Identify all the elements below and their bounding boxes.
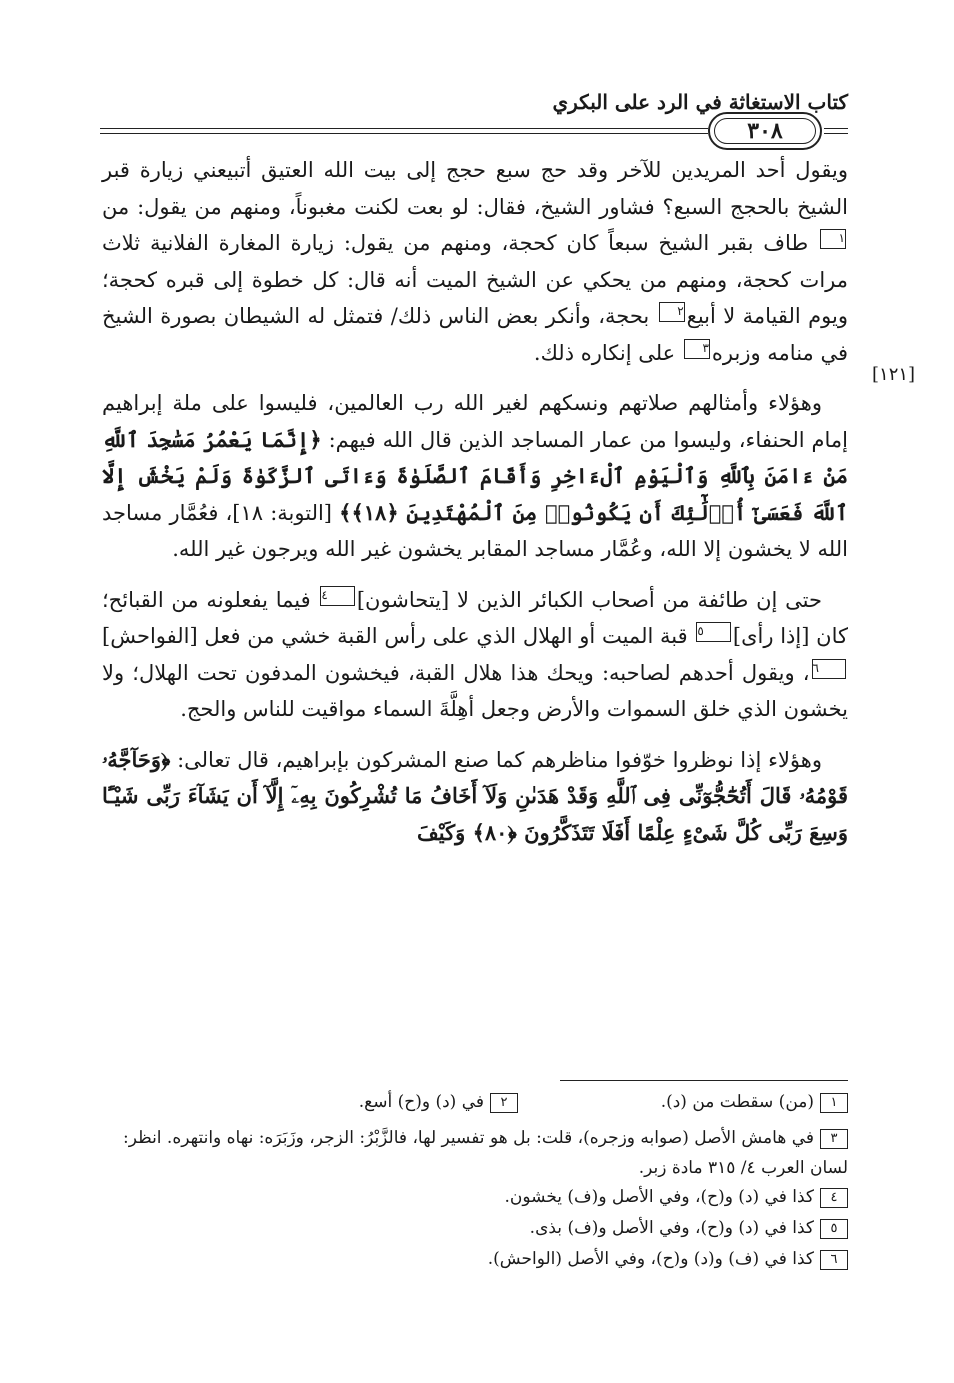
header-rule: [824, 133, 848, 134]
footnote-number: ١: [820, 1093, 848, 1113]
paragraph: [102, 152, 848, 371]
footnote-number: ٥: [820, 1219, 848, 1239]
header-rule: [100, 128, 708, 129]
paragraph: [102, 582, 848, 728]
paragraph: [102, 742, 848, 852]
footnote-text: كذا في (د) و(ح)، وفي الأصل و(ف) يخشون.: [504, 1187, 814, 1207]
footnote-text: كذا في (ف) و(د) و(ح)، وفي الأصل (الواحش).: [487, 1249, 814, 1269]
quran-verse: ﴿وَحَآجَّهُۥ قَوْمُهُۥ قَالَ أَتُحَٰٓجُّوٓنِّى فِى ٱللَّهِ وَقَدْ هَدَىٰنِ وَلَآ أَخَافُ مَا تُشْرِكُونَ بِهِۦٓ إِلَّآ أَن يَشَآءَ رَبِّى شَيْـًٔا وَسِعَ رَبِّى كُلَّ شَىْءٍ عِلْمًا أَفَلَا تَتَذَكَّرُونَ ﴿٨٠﴾ وَكَيْفَ: [102, 746, 848, 845]
main-text: [102, 152, 848, 865]
text-run: وهؤلاء وأمثالهم صلاتهم ونسكهم لغير الله رب العالمين، فليسوا على ملة إبراهيم إمام الحنفاء، وليسوا من عمار المساجد الذين قال الله فيهم:: [102, 391, 848, 452]
paragraph: [102, 385, 848, 568]
footnote-marker: ٢: [659, 302, 685, 322]
footnote-number: ٢: [490, 1093, 518, 1113]
text-run: قبة الميت أو الهلال الذي على رأس القبة خشي من فعل [الفواحش]: [102, 624, 695, 648]
footnote-row: [100, 1123, 848, 1183]
footnote-row: [100, 1218, 848, 1249]
text-run: طاف بقبر الشيخ سبعاً كان كحجة، ومنهم من يقول: زيارة المغارة الفلانية ثلاث مرات كحجة، ومنهم من يحكي عن الشيخ الميت أنه قال: كل خطوة إلى قبره كحجة؛ ويوم القيامة لا أبيع: [102, 231, 848, 328]
footnote-marker: ٣: [684, 339, 710, 359]
footnote-marker: ٤: [320, 586, 354, 606]
book-title: كتاب الاستغاثة في الرد على البكري: [552, 90, 848, 114]
text-run: حتى إن طائفة من أصحاب الكبائر الذين لا [يتحاشون]: [356, 587, 822, 612]
footnote-text: (من) سقطت من (د).: [660, 1092, 814, 1112]
header-rule: [100, 133, 708, 134]
manuscript-folio-reference: [١٢١]: [872, 364, 916, 385]
footnote-row: [100, 1187, 848, 1218]
text-run: ويقول أحد المريدين للآخر وقد حج سبع حجج إلى بيت الله العتيق أتبيعني زيارة قبر الشيخ بالحجج السبع؟ فشاور الشيخ، فقال: لو بعت لكنت مغبوناً، ومنهم من يقول: من: [102, 158, 848, 219]
footnote-marker: ٥: [696, 622, 730, 642]
footnotes: [100, 1092, 848, 1280]
running-header: [100, 80, 848, 150]
footnote-number: ٤: [820, 1188, 848, 1208]
footnote-marker: ١: [820, 229, 846, 249]
footnote-row: [100, 1092, 848, 1123]
footnote-marker: ٦: [812, 659, 846, 679]
text-run: بحجة، وأنكر بعض الناس ذلك/ فتمثل له الشيطان بصورة الشيخ في منامه وزبره: [102, 304, 848, 365]
footnote: [188, 1092, 518, 1113]
footnote: [518, 1092, 848, 1113]
footnote-separator: [560, 1080, 848, 1081]
header-rule: [824, 128, 848, 129]
footnote-text: في هامش الأصل (صوابه وزجره)، قلت: بل هو تفسير لها، فالزَّبْرُ: الزجر، وزَبَرَه: نهاه وانتهره. انظر: لسان العرب ٤/ ٣١٥ مادة زبر.: [123, 1128, 848, 1178]
quran-verse: ﴿إِنَّمَا يَعْمُرُ مَسَٰجِدَ ٱللَّهِ مَنْ ءَامَنَ بِٱللَّهِ وَٱلْيَوْمِ ٱلْءَاخِرِ وَأَقَامَ ٱلصَّلَوٰةَ وَءَاتَى ٱلزَّكَوٰةَ وَلَمْ يَخْشَ إِلَّا ٱللَّهَ فَعَسَىٰٓ أُو۟لَٰٓئِكَ أَن يَكُونُوا۟ مِنَ ٱلْمُهْتَدِينَ ﴿١٨﴾﴾: [102, 426, 849, 525]
text-run: على إنكاره ذلك.: [533, 340, 682, 365]
text-run: [التوبة: ١٨]، فعُمَّار مساجد الله لا يخشون إلا الله، وعُمَّار مساجد المقابر يخشون غير الله ويرجون غير الله.: [102, 500, 848, 561]
text-run: ، ويقول أحدهم لصاحبه: ويحك هذا هلال القبة، فيخشون المدفون تحت الهلال؛ ولا يخشون الذي خلق السموات والأرض وجعل أهِلَّةَ السماء مواقيت للناس والحج.: [102, 660, 848, 721]
page-number-badge: [708, 112, 822, 150]
footnote-text: في (د) و(ح) أسع.: [358, 1092, 484, 1112]
footnote-row: [100, 1249, 848, 1280]
footnote-number: ٣: [820, 1129, 848, 1149]
text-run: فيما يفعلونه من القبائح؛ كان [إذا رأى]: [102, 587, 848, 648]
text-run: وهؤلاء إذا نوظروا خوّفوا مناظرهم كما صنع المشركون بإبراهيم، قال تعالى:: [170, 747, 822, 772]
footnote-number: ٦: [820, 1250, 848, 1270]
footnote-text: كذا في (د) و(ح)، وفي الأصل و(ف) بذى.: [529, 1218, 814, 1238]
page-number: ٣٠٨: [747, 118, 783, 144]
